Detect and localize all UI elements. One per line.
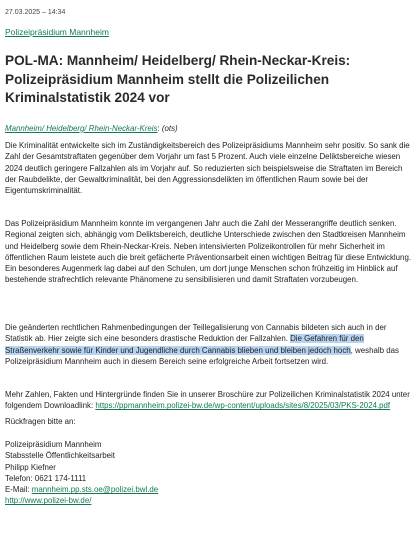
paragraph-knife-attacks: Das Polizeipräsidium Mannheim konnte im vergangenen Jahr auch die Zahl der Messerangriffe deutlich senken. Regional zeigten sich, abhängig vom Deliktsbereich, deutliche Unterschiede zwischen den Stadtkreisen Mannheim und Heidelberg sowie dem Rhein-Neckar-Kreis. Neben intensivierten Polizeikontrollen für mehr Sicherheit im öffentlichen Raum leistete auch die breit gefächerte Präventionsarbeit einen wichtigen Beitrag für diese Entwicklung. Ein besonderes Augenmerk lag dabei auf den Schulen, um dort junge Menschen schon frühzeitig im Hinblick auf bestehende strafrechtlich relevante Phänomene zu sensibilisieren und damit Straftaten vorzubeugen. [5,219,412,285]
paragraph-cannabis [5,322,413,367]
contact-department: Stabsstelle Öffentlichkeitsarbeit [5,451,115,461]
dateline-source: (ots) [159,124,178,133]
contact-block [5,439,413,507]
article-headline: POL-MA: Mannheim/ Heidelberg/ Rhein-Neckar-Kreis: Polizeipräsidium Mannheim stellt die Polizeilichen Kriminalstatistik 2024 vor [5,53,351,106]
publish-timestamp: 27.03.2025 – 14:34 [5,9,66,16]
selected-text-highlight[interactable]: Die Gefahren für den Straßenverkehr sowie für Kinder und Jugendliche durch Cannabis blieben und bleiben jedoch hoch [5,334,364,355]
cannabis-text-start: Die geänderten rechtlichen Rahmenbedingungen der Teillegalisierung von Cannabis bildeten sich auch in der Statistik ab. Hier zeigte sich eine besonders drastische Reduktion der Fallzahlen. [5,323,387,344]
paragraph-download [5,389,413,412]
pks-download-link[interactable]: https://ppmannheim.polizei-bw.de/wp-content/uploads/sites/8/2025/03/PKS-2024.pdf [95,401,391,411]
dateline [5,123,413,134]
contact-organization: Polizeipräsidium Mannheim [5,440,102,449]
publisher-link[interactable]: Polizeipräsidium Mannheim [5,27,109,37]
contact-email-label: E-Mail: [5,485,32,495]
contact-name: Philipp Kiefner [5,462,56,472]
cannabis-text-end: , weshalb das Polizeipräsidium Mannheim auch in diesem Bereich seine erfolgreiche Arbeit fortsetzen wird. [5,345,399,366]
download-intro-text: Mehr Zahlen, Fakten und Hintergründe finden Sie in unserer Broschüre zur Polizeilichen Kriminalstatistik 2024 unter folgendem Downloadlink: [5,390,410,411]
paragraph-statistics-overview: Die Kriminalität entwickelte sich im Zuständigkeitsbereich des Polizeipräsidiums Mannheim sehr positiv. So sank die Zahl der Gesamtstraftaten gegenüber dem Vorjahr um fast 5 Prozent. Auch viele einzelne Deliktsbereiche wiesen 2024 deutlich geringere Fallzahlen als im Vorjahr auf. So reduzierten sich beispielsweise die Straftaten im Bereich der Raubdelikte, der Gewaltkriminalität, bei den Aggressionsdelikten im öffentlichen Raum sowie bei der Eigentumskriminalität. [5,141,410,196]
inquiries-label: Rückfragen bitte an: [5,417,76,426]
dateline-separator: : [157,124,160,133]
website-link[interactable]: http://www.polizei-bw.de/ [5,496,92,506]
dateline-location-link[interactable]: Mannheim/ Heidelberg/ Rhein-Neckar-Kreis [5,124,158,133]
contact-phone: Telefon: 0621 174-1111 [5,473,87,483]
contact-email-link[interactable]: mannheim.pp.sts.oe@polizei.bwl.de [31,485,159,495]
